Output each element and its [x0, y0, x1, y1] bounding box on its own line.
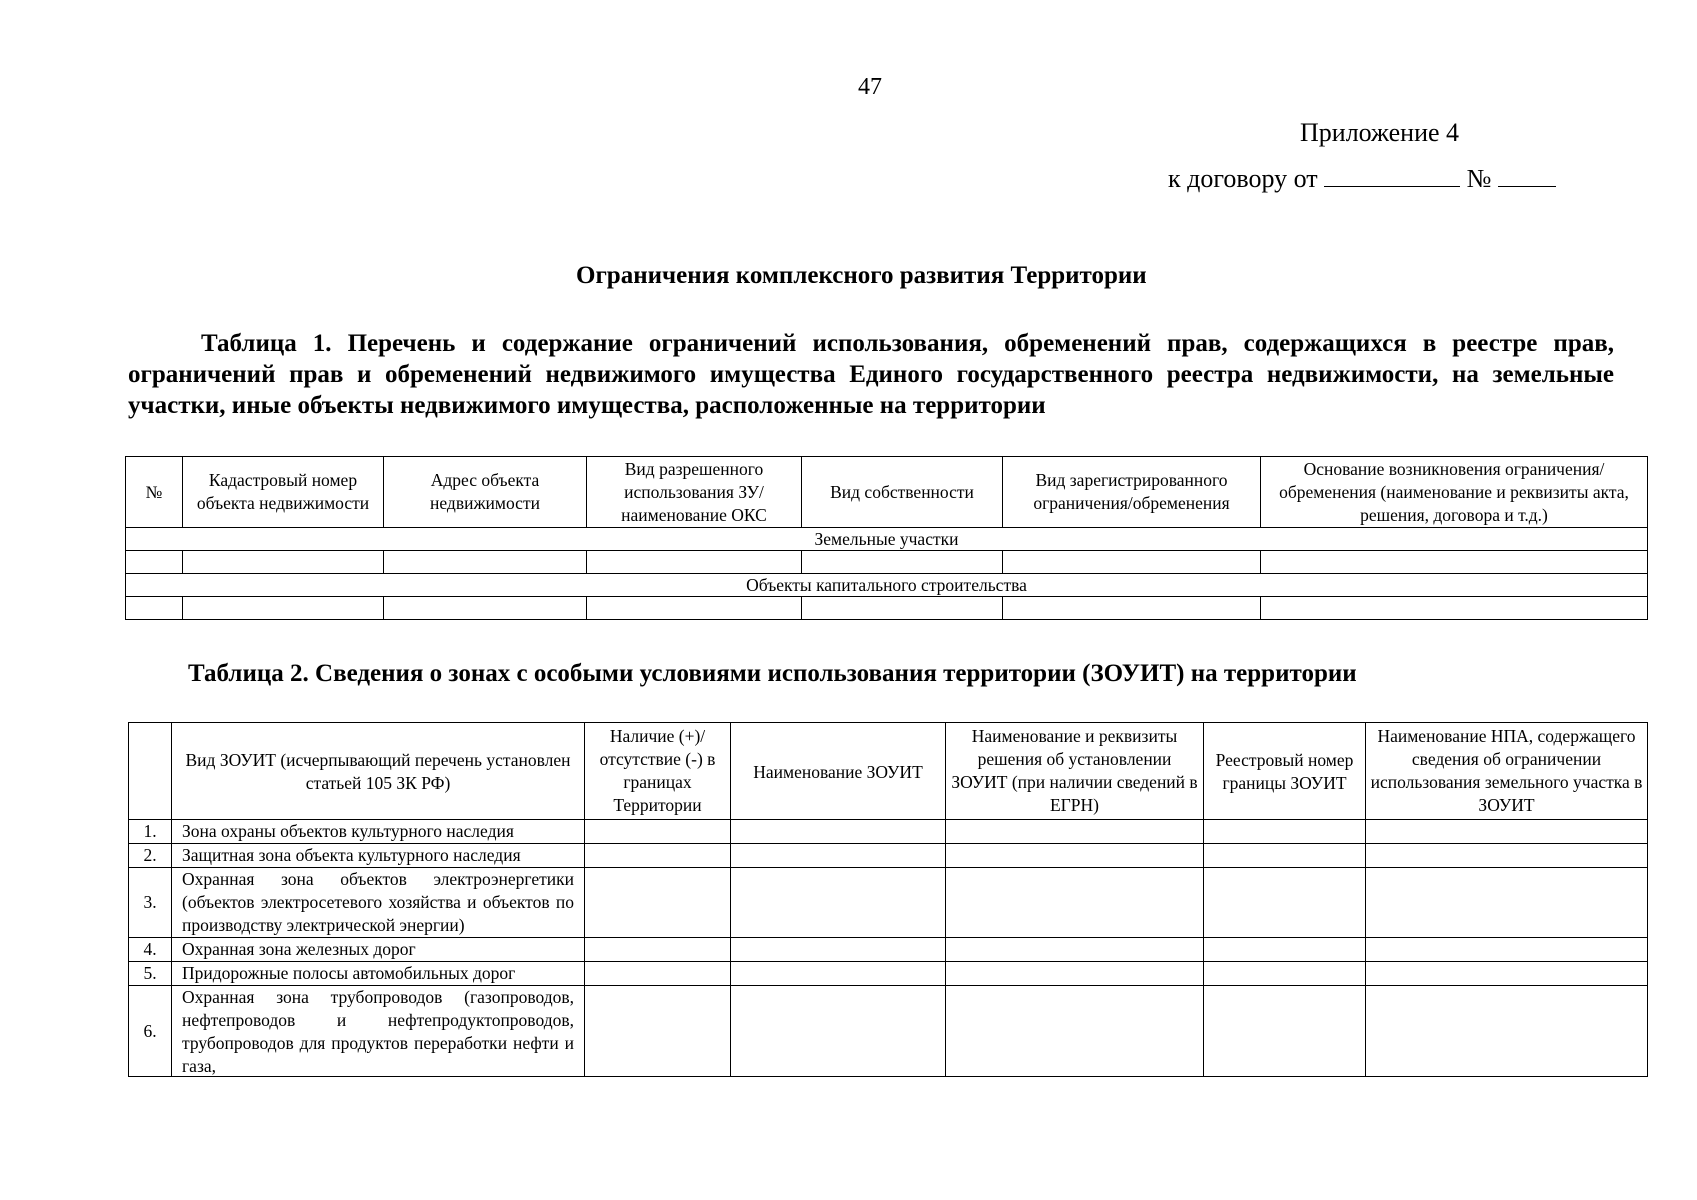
table-row — [129, 962, 1648, 986]
zouit-type: Охранная зона объектов электроэнергетики (объектов электросетевого хозяйства и объектов по производству электрической энергии) — [172, 868, 585, 938]
table2-header-row — [129, 723, 1648, 820]
table-row — [129, 868, 1648, 938]
zouit-type: Защитная зона объекта культурного наследия — [172, 844, 585, 868]
table1-header-cell: Вид собственности — [802, 457, 1003, 528]
restrictions-table — [125, 456, 1648, 620]
table-cell — [946, 938, 1204, 962]
table-cell — [1204, 962, 1366, 986]
table-cell — [1261, 551, 1648, 574]
table-cell — [587, 551, 802, 574]
table-cell — [183, 597, 384, 620]
table-cell — [946, 986, 1204, 1077]
table-cell — [731, 986, 946, 1077]
table1-section-row — [126, 574, 1648, 597]
table1-empty-row — [126, 551, 1648, 574]
zouit-type: Охранная зона трубопроводов (газопроводов, нефтепроводов и нефтепродуктопроводов, трубопроводов для продуктов переработки нефти и газа, — [182, 987, 574, 1076]
table-cell — [1204, 820, 1366, 844]
table-cell — [1204, 986, 1366, 1077]
contract-date-blank — [1324, 164, 1460, 187]
table-cell — [1003, 597, 1261, 620]
table1-header-cell: № — [126, 457, 183, 528]
table1-header-cell: Кадастровый номер объекта недвижимости — [183, 457, 384, 528]
zouit-type: Зона охраны объектов культурного наследия — [172, 820, 585, 844]
table2-header-cell — [129, 723, 172, 820]
table2-header-cell: Наименование НПА, содержащего сведения об ограничении использования земельного участка в ЗОУИТ — [1366, 723, 1648, 820]
document-title: Ограничения комплексного развития Территории — [576, 262, 1147, 289]
table-row — [129, 820, 1648, 844]
table-cell — [946, 844, 1204, 868]
row-number: 1. — [129, 820, 172, 844]
table-cell — [802, 551, 1003, 574]
table-cell — [1366, 844, 1648, 868]
table-cell — [946, 962, 1204, 986]
table1-header-cell: Адрес объекта недвижимости — [384, 457, 587, 528]
row-number: 5. — [129, 962, 172, 986]
table-cell — [731, 938, 946, 962]
table-cell — [731, 962, 946, 986]
table-cell — [802, 597, 1003, 620]
table-cell — [126, 551, 183, 574]
table-cell — [587, 597, 802, 620]
table-cell — [1366, 986, 1648, 1077]
table-cell — [731, 844, 946, 868]
contract-number-sign: № — [1466, 164, 1492, 193]
table-cell — [946, 820, 1204, 844]
table2-header-cell: Наличие (+)/отсутствие (-) в границах Территории — [585, 723, 731, 820]
table-cell — [183, 551, 384, 574]
table-cell — [384, 597, 587, 620]
zouit-table — [128, 722, 1648, 1077]
table-cell — [585, 820, 731, 844]
section-capital-construction: Объекты капитального строительства — [126, 574, 1648, 597]
table1-title: Таблица 1. Перечень и содержание ограничений использования, обременений прав, содержащихся в реестре прав, ограничений прав и обременений недвижимого имущества Единого государственного реестра недвижимости, на земельные участки, иные объекты недвижимого имущества, расположенные на территории — [128, 330, 1614, 419]
table-cell — [1366, 820, 1648, 844]
section-land-plots: Земельные участки — [126, 528, 1648, 551]
table-cell — [585, 868, 731, 938]
table-cell — [1003, 551, 1261, 574]
table-cell — [585, 962, 731, 986]
table2-header-cell: Наименование ЗОУИТ — [731, 723, 946, 820]
table1-header-cell: Вид разрешенного использования ЗУ/наименование ОКС — [587, 457, 802, 528]
table2-header-cell: Вид ЗОУИТ (исчерпывающий перечень установлен статьей 105 ЗК РФ) — [172, 723, 585, 820]
zouit-type: Охранная зона железных дорог — [172, 938, 585, 962]
row-number: 6. — [129, 986, 172, 1077]
page-number: 47 — [858, 74, 882, 100]
table-row — [129, 938, 1648, 962]
contract-number-blank — [1498, 164, 1556, 187]
zouit-type-cell — [172, 986, 585, 1077]
table-cell — [731, 820, 946, 844]
table-cell — [1366, 868, 1648, 938]
table-cell — [585, 844, 731, 868]
table-cell — [1366, 962, 1648, 986]
table2-header-cell: Реестровый номер границы ЗОУИТ — [1204, 723, 1366, 820]
table2-title: Таблица 2. Сведения о зонах с особыми условиями использования территории (ЗОУИТ) на территории — [188, 660, 1357, 687]
table-cell — [585, 986, 731, 1077]
table-row — [129, 986, 1648, 1077]
table1-header-cell: Основание возникновения ограничения/обременения (наименование и реквизиты акта, решения, договора и т.д.) — [1261, 457, 1648, 528]
table-cell — [1261, 597, 1648, 620]
table-cell — [585, 938, 731, 962]
table1-header-row — [126, 457, 1648, 528]
zouit-type: Придорожные полосы автомобильных дорог — [172, 962, 585, 986]
table-cell — [1204, 938, 1366, 962]
appendix-label: Приложение 4 — [1300, 118, 1460, 147]
table-cell — [1366, 938, 1648, 962]
table-cell — [731, 868, 946, 938]
row-number: 2. — [129, 844, 172, 868]
row-number: 4. — [129, 938, 172, 962]
table1-section-row — [126, 528, 1648, 551]
contract-prefix: к договору от — [1168, 164, 1318, 193]
table1-empty-row — [126, 597, 1648, 620]
table1-header-cell: Вид зарегистрированного ограничения/обременения — [1003, 457, 1261, 528]
table-cell — [946, 868, 1204, 938]
table-row — [129, 844, 1648, 868]
row-number: 3. — [129, 868, 172, 938]
table-cell — [384, 551, 587, 574]
table2-header-cell: Наименование и реквизиты решения об установлении ЗОУИТ (при наличии сведений в ЕГРН) — [946, 723, 1204, 820]
table-cell — [1204, 868, 1366, 938]
table-cell — [126, 597, 183, 620]
table-cell — [1204, 844, 1366, 868]
contract-reference — [1168, 164, 1556, 194]
